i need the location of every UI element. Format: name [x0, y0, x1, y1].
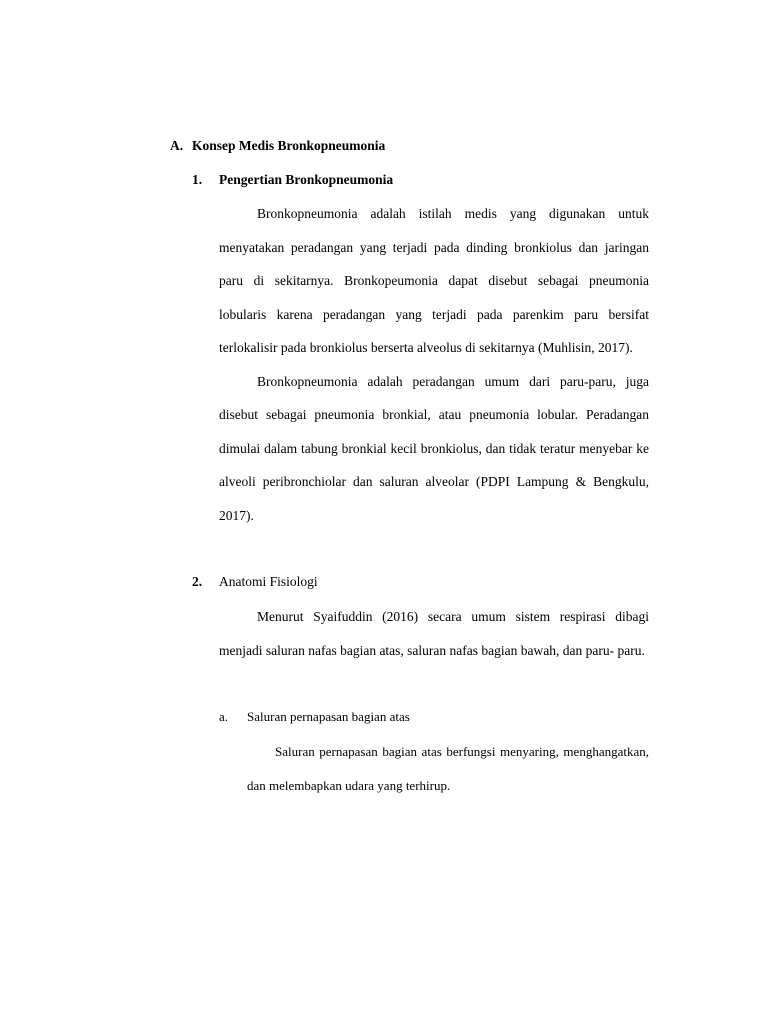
- paragraph: Menurut Syaifuddin (2016) secara umum sistem respirasi dibagi menjadi saluran nafas bagian atas, saluran nafas bagian bawah, dan paru- paru.: [219, 609, 649, 658]
- subsection-2-body: [219, 600, 649, 667]
- section-title: Konsep Medis Bronkopneumonia: [192, 138, 386, 153]
- section-marker: A.: [170, 138, 184, 153]
- subsection-1-body: [219, 197, 649, 532]
- subsection-1-title: Pengertian Bronkopneumonia: [219, 172, 394, 187]
- subsection-a-title: Saluran pernapasan bagian atas: [247, 709, 410, 724]
- paragraph: Saluran pernapasan bagian atas berfungsi menyaring, menghangatkan, dan melembapkan udara yang terhirup.: [247, 744, 649, 793]
- subsection-a-marker: a.: [219, 709, 229, 724]
- subsection-a-body: [247, 735, 649, 802]
- subsection-2-title: Anatomi Fisiologi: [219, 574, 318, 589]
- paragraph: Bronkopneumonia adalah peradangan umum dari paru-paru, juga disebut sebagai pneumonia bronkial, atau pneumonia lobular. Peradangan dimulai dalam tabung bronkial kecil bronkiolus, dan tidak teratur menyebar ke alveoli peribronchiolar dan saluran alveolar (PDPI Lampung & Bengkulu, 2017).: [219, 373, 649, 523]
- subsection-2-marker: 2.: [192, 574, 203, 589]
- paragraph: Bronkopneumonia adalah istilah medis yang digunakan untuk menyatakan peradangan yang terjadi pada dinding bronkiolus dan jaringan paru di sekitarnya. Bronkopeumonia dapat disebut sebagai pneumonia lobularis karena peradangan yang terjadi pada parenkim paru bersifat terlokalisir pada bronkiolus berserta alveolus di sekitarnya (Muhlisin, 2017).: [219, 206, 649, 355]
- subsection-1-marker: 1.: [192, 172, 203, 187]
